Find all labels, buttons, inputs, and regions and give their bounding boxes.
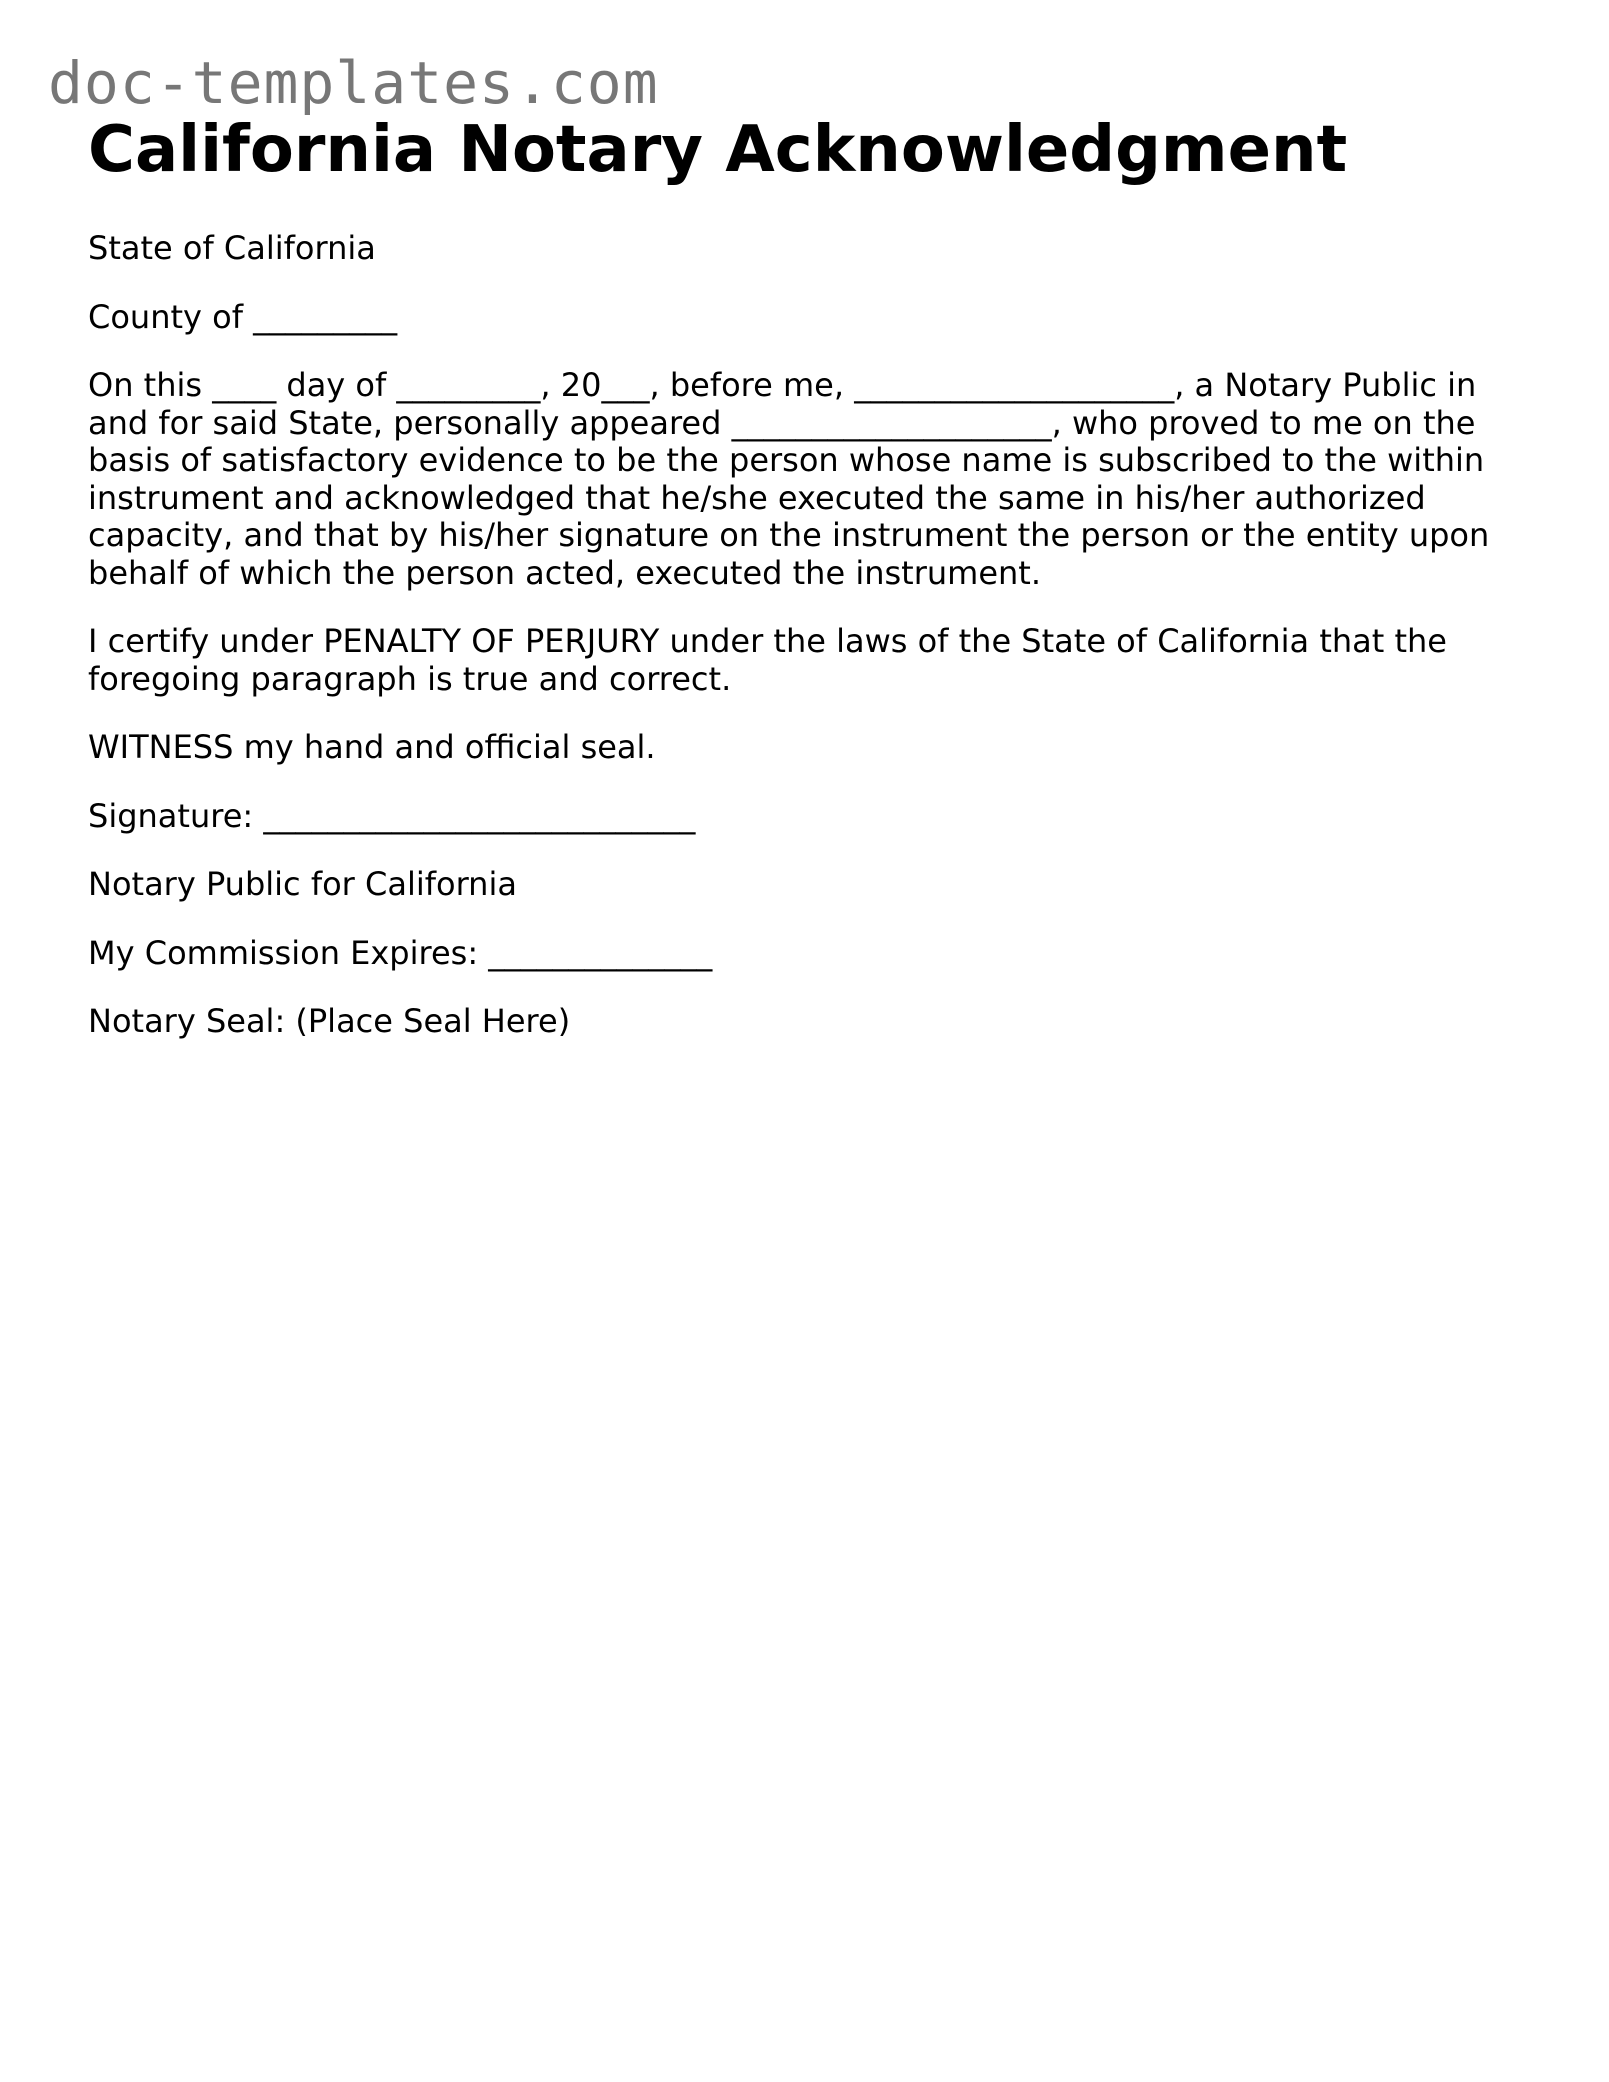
state-line: State of California (88, 229, 376, 267)
document-title: California Notary Acknowledgment (88, 113, 1348, 187)
county-line: County of _________ (88, 297, 398, 336)
acknowledgment-paragraph: On this ____ day of _________, 20___, before me, ____________________, a Notary Public in and for said State, personally appeared ____________________, who proved to me on the basis of satisfactory evidence to be the person whose name is subscribed to the within instrument and acknowledged that he/she executed the same in his/her authorized capacity, and that by his/her signature on the instrument the person or the entity upon behalf of which the person acted, executed the instrument. (88, 366, 1490, 592)
witness-line: WITNESS my hand and official seal. (88, 728, 656, 766)
notary-public-line: Notary Public for California (88, 865, 517, 903)
document-body (88, 230, 1528, 1072)
commission-expires-line: My Commission Expires: ______________ (88, 933, 713, 972)
certification-paragraph: I certify under PENALTY OF PERJURY under the laws of the State of California that the foregoing paragraph is true and correct. (88, 622, 1447, 698)
signature-line: Signature: ___________________________ (88, 796, 696, 835)
site-watermark: doc-templates.com (48, 49, 659, 117)
notary-seal-line: Notary Seal: (Place Seal Here) (88, 1002, 571, 1040)
